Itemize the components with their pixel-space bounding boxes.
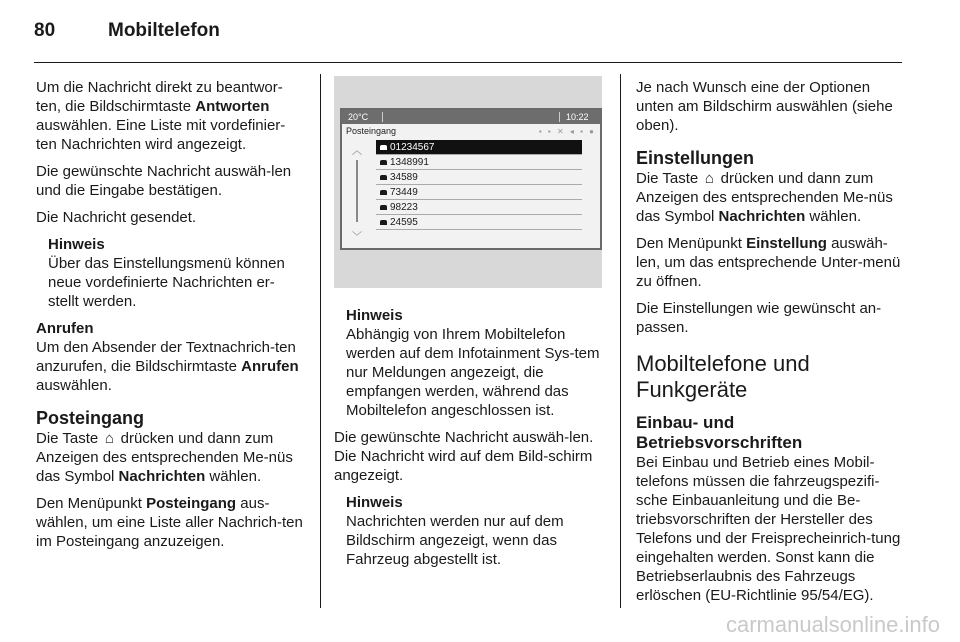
message-list	[376, 140, 582, 230]
home-key-icon: ⌂	[704, 170, 714, 187]
column-2	[334, 306, 606, 577]
column-3	[636, 78, 904, 613]
infotainment-screenshot	[334, 76, 602, 288]
note-title: Hinweis	[48, 236, 105, 253]
screen-titlebar	[342, 124, 600, 138]
envelope-icon	[380, 175, 387, 180]
note-title: Hinweis	[346, 494, 403, 511]
section-heading: Mobiltelefone und Funkgeräte	[636, 351, 810, 402]
paragraph: Die gewünschte Nachricht auswäh-len und die Eingabe bestätigen.	[36, 163, 292, 199]
note-title: Hinweis	[346, 307, 403, 324]
note-text: Nachrichten werden nur auf dem Bildschirm angezeigt, wenn das Fahrzeug abgestellt ist.	[346, 513, 564, 568]
message-sender: 98223	[390, 201, 418, 213]
paragraph: Die Taste ⌂ drücken und dann zum Anzeigen des entsprechenden Me-nüs das Symbol Nachrichten wählen.	[636, 170, 893, 225]
screen-title: Posteingang	[346, 126, 397, 136]
note	[346, 493, 606, 569]
message-list-item[interactable]	[376, 200, 582, 215]
heading-einstellungen: Einstellungen	[636, 148, 755, 168]
scroll-down-icon[interactable]: ﹀	[352, 232, 362, 243]
column-divider-2	[620, 74, 621, 608]
envelope-icon	[380, 160, 387, 165]
watermark: carmanualsonline.info	[725, 612, 940, 637]
paragraph: Um den Absender der Textnachrich-ten anzurufen, die Bildschirmtaste Anrufen auswählen.	[36, 339, 299, 394]
paragraph: Den Menüpunkt Einstellung auswäh-len, um das entsprechende Unter-menü zu öffnen.	[636, 235, 901, 290]
envelope-icon	[380, 190, 387, 195]
paragraph: Bei Einbau und Betrieb eines Mobil-telefons müssen die fahrzeugspezifi-sche Einbauanleitung und die Be-triebsvorschriften der Hersteller des Telefons und der Freisprecheinrich-tung eingehalten werden. Sonst kann die Betriebserlaubnis des Fahrzeugs erlöschen (EU-Richtlinie 95/54/EG).	[636, 454, 901, 604]
message-sender: 1348991	[390, 156, 429, 168]
subheading-anrufen: Anrufen	[36, 320, 94, 337]
envelope-icon	[380, 205, 387, 210]
message-list-item[interactable]	[376, 185, 582, 200]
message-sender: 24595	[390, 216, 418, 228]
scroll-up-icon[interactable]: ︿	[352, 146, 362, 157]
envelope-icon	[380, 220, 387, 225]
note	[346, 306, 606, 420]
paragraph: Die Einstellungen wie gewünscht an-passen.	[636, 300, 882, 336]
header-rule	[34, 62, 902, 63]
status-bar	[342, 110, 600, 124]
paragraph: Den Menüpunkt Posteingang aus-wählen, um eine Liste aller Nachrich-ten im Posteingang anzuzeigen.	[36, 495, 303, 550]
paragraph: Je nach Wunsch eine der Optionen unten am Bildschirm auswählen (siehe oben).	[636, 79, 893, 134]
chapter-title: Mobiltelefon	[108, 20, 220, 41]
home-key-icon: ⌂	[104, 430, 114, 447]
note-text: Abhängig von Ihrem Mobiltelefon werden auf dem Infotainment Sys-tem nur Meldungen angezeigt, die empfangen werden, während das Mobiltelefon angeschlossen ist.	[346, 326, 600, 419]
page-number: 80	[34, 20, 56, 41]
paragraph: Um die Nachricht direkt zu beantwor-ten, die Bildschirmtaste Antworten auswählen. Eine Liste mit vordefinier-ten Nachrichten wird angezeigt.	[36, 79, 286, 153]
paragraph: Die Taste ⌂ drücken und dann zum Anzeigen des entsprechenden Me-nüs das Symbol Nachrichten wählen.	[36, 430, 293, 485]
status-icons: ▪ ▪ ✕ ◂ ▪ ●	[538, 126, 596, 136]
message-sender: 01234567	[390, 141, 435, 153]
message-sender: 73449	[390, 186, 418, 198]
paragraph: Die gewünschte Nachricht auswäh-len. Die Nachricht wird auf dem Bild-schirm angezeigt.	[334, 429, 594, 484]
paragraph: Die Nachricht gesendet.	[36, 209, 197, 226]
page-header	[34, 20, 220, 50]
message-list-item[interactable]	[376, 140, 582, 155]
heading-posteingang: Posteingang	[36, 408, 145, 428]
note	[48, 235, 304, 311]
column-1	[36, 78, 304, 559]
envelope-icon	[380, 145, 387, 150]
temperature: 20°C	[348, 112, 369, 122]
scrollbar[interactable]	[356, 160, 358, 222]
message-list-item[interactable]	[376, 155, 582, 170]
note-text: Über das Einstellungsmenü können neue vordefinierte Nachrichten er-stellt werden.	[48, 255, 285, 310]
subsection-heading: Einbau- und Betriebsvorschriften	[636, 413, 803, 452]
display	[340, 108, 602, 250]
column-divider-1	[320, 74, 321, 608]
message-sender: 34589	[390, 171, 418, 183]
message-list-item[interactable]	[376, 170, 582, 185]
clock: 10:22	[566, 112, 589, 122]
message-list-item[interactable]	[376, 215, 582, 230]
